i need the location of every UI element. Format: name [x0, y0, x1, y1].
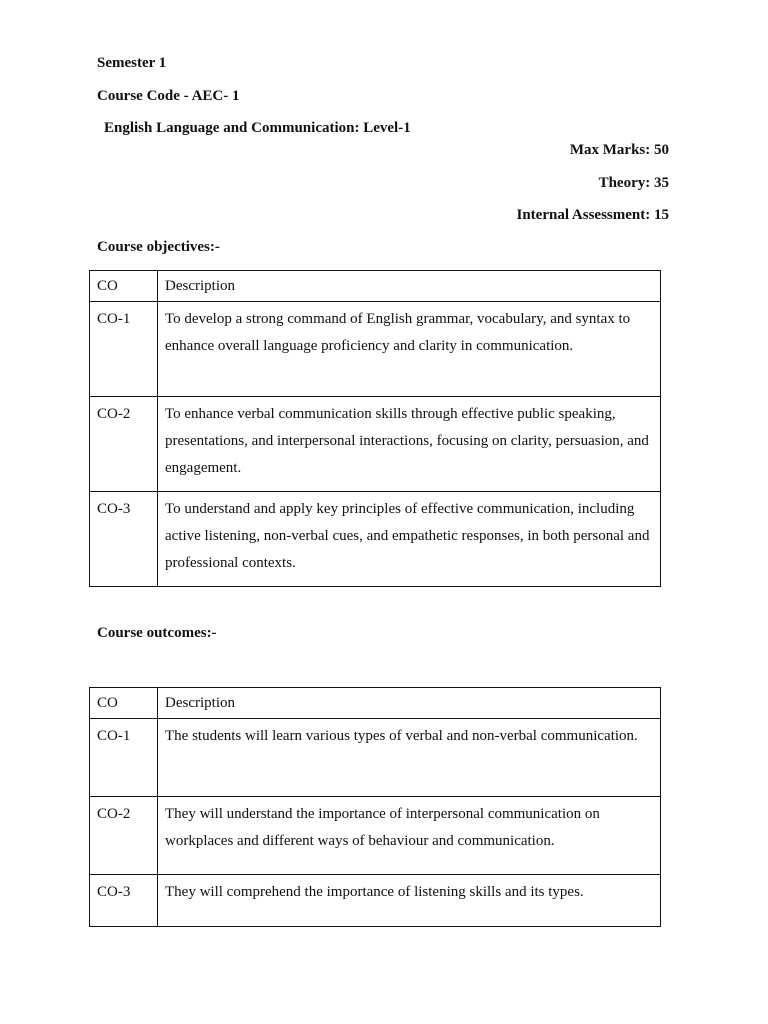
row-code: CO-1 — [90, 302, 158, 397]
row-description: The students will learn various types of verbal and non-verbal communication. — [158, 719, 661, 797]
objectives-table — [89, 270, 661, 587]
column-header-co: CO — [90, 688, 158, 719]
table-row — [90, 397, 661, 492]
row-code: CO-3 — [90, 492, 158, 587]
course-title: English Language and Communication: Level-1 — [104, 120, 411, 136]
table-row — [90, 719, 661, 797]
row-code: CO-2 — [90, 397, 158, 492]
course-code: Course Code - AEC- 1 — [97, 88, 240, 104]
outcomes-table — [89, 687, 661, 927]
table-row — [90, 797, 661, 875]
table-header-row — [90, 271, 661, 302]
row-code: CO-2 — [90, 797, 158, 875]
row-description: To enhance verbal communication skills through effective public speaking, presentations, and interpersonal interactions, focusing on clarity, persuasion, and engagement. — [158, 397, 661, 492]
column-header-description: Description — [158, 688, 661, 719]
row-description: They will understand the importance of interpersonal communication on workplaces and different ways of behaviour and communication. — [158, 797, 661, 875]
row-code: CO-3 — [90, 875, 158, 927]
semester-label: Semester 1 — [97, 55, 167, 71]
max-marks: Max Marks: 50 — [569, 142, 669, 158]
row-description: To understand and apply key principles of effective communication, including active listening, non-verbal cues, and empathetic responses, in both personal and professional contexts. — [158, 492, 661, 587]
table-row — [90, 875, 661, 927]
table-row — [90, 492, 661, 587]
row-description: To develop a strong command of English grammar, vocabulary, and syntax to enhance overall language proficiency and clarity in communication. — [158, 302, 661, 397]
objectives-heading: Course objectives:- — [97, 239, 220, 255]
outcomes-heading: Course outcomes:- — [97, 625, 217, 641]
table-header-row — [90, 688, 661, 719]
internal-assessment-marks: Internal Assessment: 15 — [516, 207, 669, 223]
column-header-co: CO — [90, 271, 158, 302]
row-code: CO-1 — [90, 719, 158, 797]
table-row — [90, 302, 661, 397]
column-header-description: Description — [158, 271, 661, 302]
row-description: They will comprehend the importance of listening skills and its types. — [158, 875, 661, 927]
theory-marks: Theory: 35 — [598, 175, 669, 191]
